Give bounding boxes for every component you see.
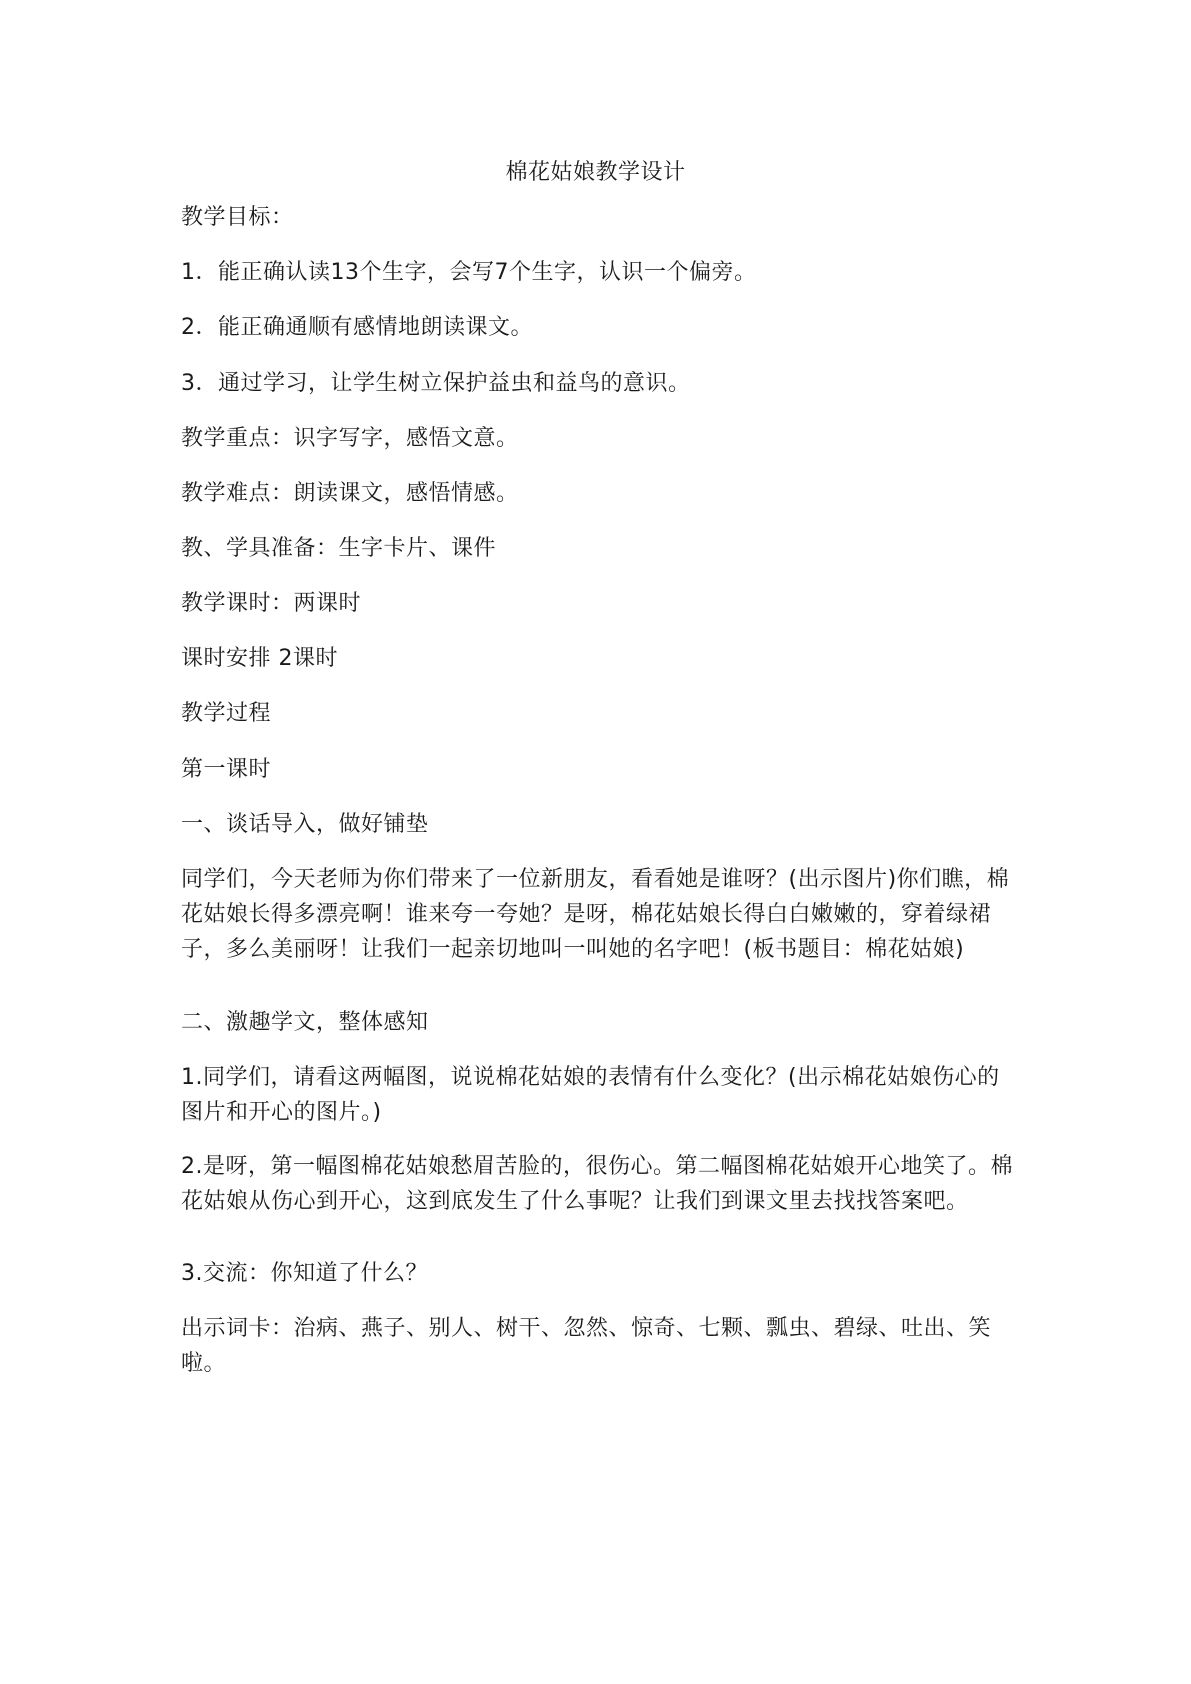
paragraph-goal-3: 3．通过学习，让学生树立保护益虫和益鸟的意识。 xyxy=(181,371,691,396)
document-title: 棉花姑娘教学设计 xyxy=(505,160,686,185)
paragraph-step-2: 2.是呀，第一幅图棉花姑娘愁眉苦脸的，很伤心。第二幅图棉花姑娘开心地笑了。棉花姑娘从伤心到开心，这到底发生了什么事呢？让我们到课文里去找找答案吧。 xyxy=(181,1154,1013,1214)
paragraph-materials: 教、学具准备：生字卡片、课件 xyxy=(181,536,497,561)
paragraph-teaching-goals-heading: 教学目标： xyxy=(181,205,294,230)
paragraph-process-heading: 教学过程 xyxy=(181,701,272,726)
paragraph-intro-dialogue: 同学们，今天老师为你们带来了一位新朋友，看看她是谁呀？(出示图片)你们瞧，棉花姑娘长得多漂亮啊！谁来夸一夸她？是呀，棉花姑娘长得白白嫩嫩的，穿着绿裙子，多么美丽呀！让我们一起亲切地叫一叫她的名字吧！(板书题目：棉花姑娘) xyxy=(181,867,1010,962)
section-heading-2: 二、激趣学文，整体感知 xyxy=(181,1010,429,1035)
paragraph-goal-1: 1．能正确认读13个生字，会写7个生字，认识一个偏旁。 xyxy=(181,260,757,285)
paragraph-schedule: 课时安排 2课时 xyxy=(181,646,338,671)
paragraph-difficulties: 教学难点：朗读课文，感悟情感。 xyxy=(181,481,519,506)
paragraph-step-3: 3.交流：你知道了什么？ xyxy=(181,1261,428,1286)
paragraph-goal-2: 2．能正确通顺有感情地朗读课文。 xyxy=(181,315,533,340)
paragraph-class-hours: 教学课时：两课时 xyxy=(181,591,362,616)
paragraph-key-points: 教学重点：识字写字，感悟文意。 xyxy=(181,426,519,451)
paragraph-first-lesson: 第一课时 xyxy=(181,757,272,782)
paragraph-word-cards: 出示词卡：治病、燕子、别人、树干、忽然、惊奇、七颗、瓢虫、碧绿、吐出、笑啦。 xyxy=(181,1316,992,1376)
paragraph-step-1: 1.同学们，请看这两幅图，说说棉花姑娘的表情有什么变化？(出示棉花姑娘伤心的图片和开心的图片。) xyxy=(181,1065,1000,1125)
section-heading-1: 一、谈话导入，做好铺垫 xyxy=(181,812,429,837)
